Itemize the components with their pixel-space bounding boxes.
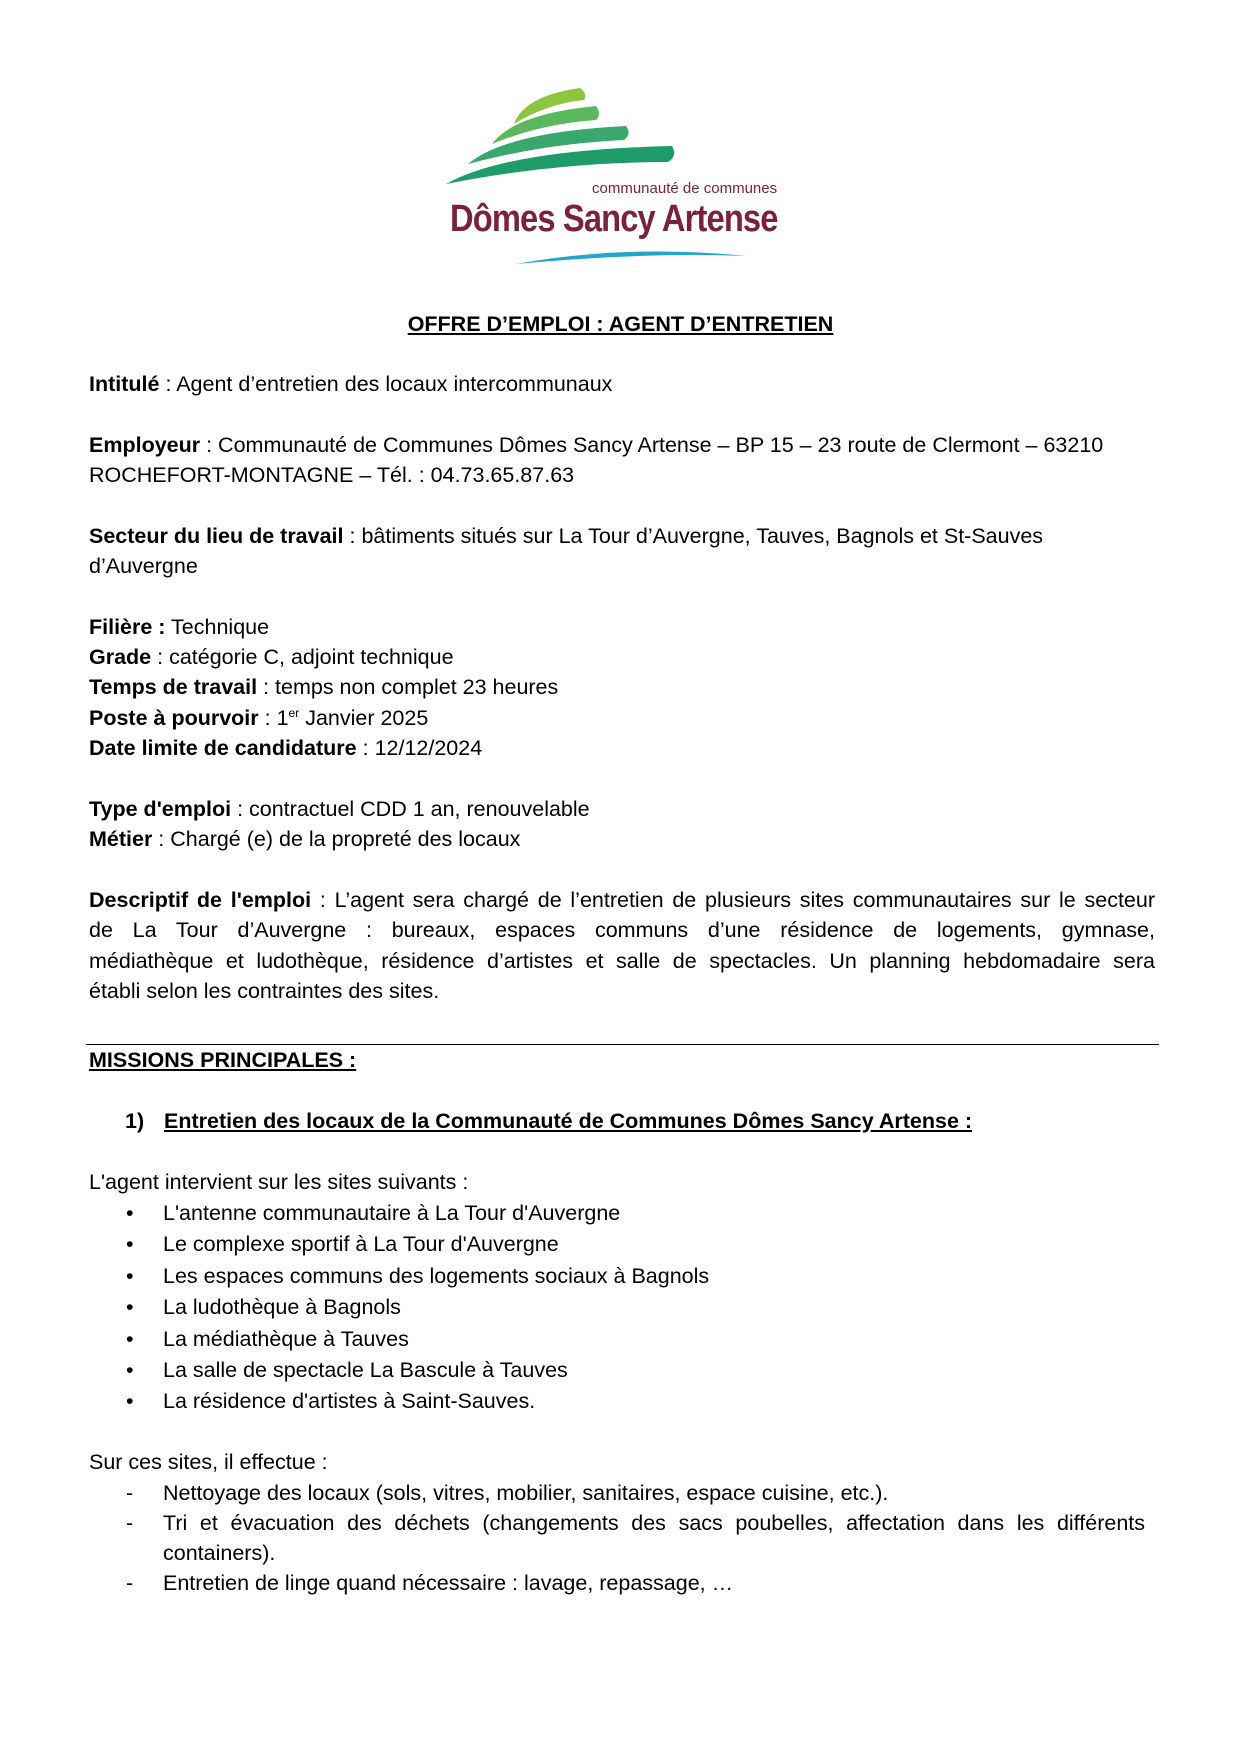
task-item: Tri et évacuation des déchets (changements des sacs poubelles, affectation dans les différents [163,1511,1145,1535]
site-item: Le complexe sportif à La Tour d'Auvergne [163,1232,559,1256]
site-item: La salle de spectacle La Bascule à Tauves [163,1358,568,1382]
field-label: Poste à pourvoir [89,706,259,730]
logo [446,84,796,274]
dash-icon: - [126,1511,134,1535]
field-value: catégorie C, adjoint technique [169,645,454,669]
field-label: Date limite de candidature [89,736,357,760]
bullet-icon: • [126,1201,134,1225]
descriptif-line-4: établi selon les contraintes des sites. [89,979,440,1003]
field-sep: : [343,524,362,548]
mission-title: Entretien des locaux de la Communauté de Communes Dômes Sancy Artense : [164,1109,973,1133]
field-label: Métier [89,827,153,851]
field-label: Descriptif de l'emploi [89,888,312,912]
field-label: Employeur [89,433,201,457]
field-employeur-cont: ROCHEFORT-MONTAGNE – Tél. : 04.73.65.87.63 [89,463,575,487]
field-sep: : [152,827,171,851]
field-value: L’agent sera chargé de l’entretien de plusieurs sites communautaires sur le secteur [334,888,1156,912]
descriptif-line-2: de La Tour d’Auvergne : bureaux, espaces communs d’une résidence de logements, gymnase, [89,918,1155,942]
field-sep: : [200,433,219,457]
missions-heading: MISSIONS PRINCIPALES : [89,1048,357,1072]
field-label: Filière : [89,615,166,639]
field-value: Agent d’entretien des locaux intercommunaux [176,372,613,396]
sites-intro: L'agent intervient sur les sites suivants : [89,1170,469,1194]
site-item: L'antenne communautaire à La Tour d'Auvergne [163,1201,621,1225]
field-poste [89,703,428,733]
dash-icon: - [126,1571,134,1595]
field-value: Communauté de Communes Dômes Sancy Artense – BP 15 – 23 route de Clermont – 63210 [218,433,1104,457]
field-label: Temps de travail [89,675,258,699]
bullet-icon: • [126,1295,134,1319]
bullet-icon: • [126,1264,134,1288]
field-filiere [89,612,269,642]
field-value: Chargé (e) de la propreté des locaux [170,827,521,851]
field-secteur [89,521,1043,551]
task-item: Nettoyage des locaux (sols, vitres, mobilier, sanitaires, espace cuisine, etc.). [163,1481,889,1505]
tasks-intro: Sur ces sites, il effectue : [89,1450,328,1474]
bullet-icon: • [126,1327,134,1351]
field-employeur [89,430,1103,460]
field-sep: : [231,797,250,821]
field-label: Intitulé [89,372,160,396]
field-label: Grade [89,645,152,669]
field-sep: : [356,736,375,760]
field-temps [89,672,558,702]
page-title: OFFRE D’EMPLOI : AGENT D’ENTRETIEN [407,312,834,336]
field-type [89,794,590,824]
field-value-num: 1 [276,706,289,730]
task-item: Entretien de linge quand nécessaire : lavage, repassage, … [163,1571,734,1595]
field-sep: : [258,706,277,730]
bullet-icon: • [126,1358,134,1382]
field-sep: : [159,372,177,396]
field-value-rest: Janvier 2025 [299,706,429,730]
mission-subheading [125,1106,972,1136]
field-sep: : [311,888,335,912]
bullet-icon: • [126,1232,134,1256]
dash-icon: - [126,1481,134,1505]
field-sep: : [151,645,170,669]
field-value: bâtiments situés sur La Tour d’Auvergne, Tauves, Bagnols et St-Sauves [361,524,1044,548]
field-descriptif [89,885,1155,915]
field-value: Technique [165,615,270,639]
field-secteur-cont: d’Auvergne [89,554,198,578]
logo-name: Dômes Sancy Artense [450,198,778,240]
site-item: Les espaces communs des logements sociaux à Bagnols [163,1264,710,1288]
field-label: Type d'emploi [89,797,232,821]
field-value: contractuel CDD 1 an, renouvelable [249,797,590,821]
field-value-sup: er [288,705,300,720]
logo-stripes-icon [446,84,796,274]
field-intitule [89,369,612,399]
logo-subtitle: communauté de communes [592,180,778,197]
field-metier [89,824,520,854]
task-item-cont: containers). [163,1541,276,1565]
site-item: La résidence d'artistes à Saint-Sauves. [163,1389,536,1413]
field-date-limite [89,733,482,763]
bullet-icon: • [126,1389,134,1413]
field-value: temps non complet 23 heures [275,675,559,699]
field-sep: : [257,675,276,699]
site-item: La ludothèque à Bagnols [163,1295,401,1319]
field-grade [89,642,454,672]
field-value: 12/12/2024 [374,736,483,760]
field-label: Secteur du lieu de travail [89,524,344,548]
descriptif-line-3: médiathèque et ludothèque, résidence d’artistes et salle de spectacles. Un planning hebdomadaire sera [89,949,1155,973]
mission-number: 1) [125,1109,145,1133]
site-item: La médiathèque à Tauves [163,1327,409,1351]
